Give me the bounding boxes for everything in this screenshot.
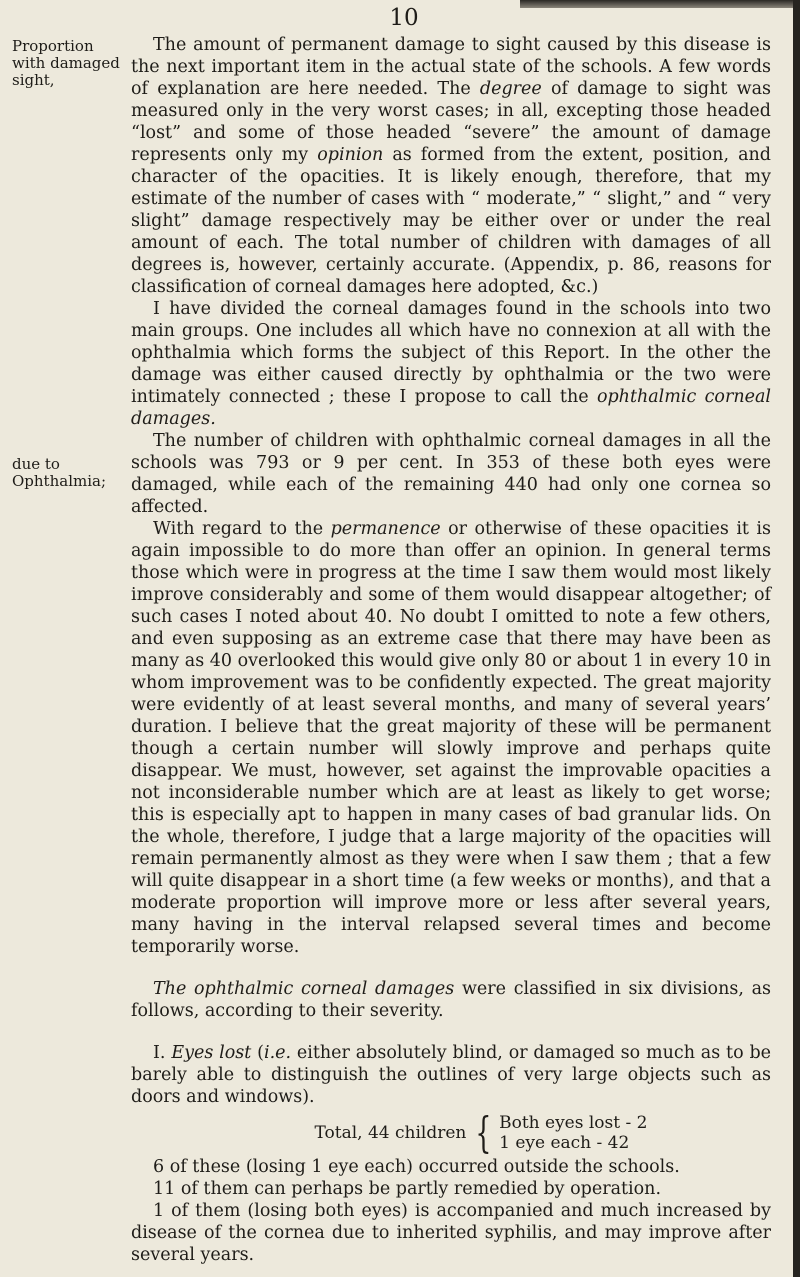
sidenote-due-to: due to Ophthalmia;	[12, 455, 107, 490]
paragraph-permanence: With regard to the permanence or otherwise of these opacities it is again impossible to do more than offer an opinion. In general terms those which were in progress at the time I saw them would most likely improve considerably and some of them would disappear altogether; of such cases I noted about 40. No doubt I omitted to note a few others, and even supposing as an extreme case that there may have been as many as 40 overlooked this would give only 80 or about 1 in every 10 in whom improvement was to be confidently expected. The great majority were evidently of at least several months, and many of several years’ duration. I believe that the great majority of these will be permanent though a certain number will slowly improve and perhaps quite disappear. We must, however, set against the improvable opacities a not inconsiderable number which are at least as likely to get worse; this is especially apt to happen in many cases of bad granular lids. On the whole, therefore, I judge that a large majority of the opacities will remain permanently almost as they were when I saw them ; that a few will quite disappear in a short time (a few weeks or months), and that a moderate proportion will improve more or less after several years, many having in the interval relapsed several times and become temporarily worse.	[131, 519, 771, 957]
term-degree: degree	[479, 79, 542, 99]
brace-icon: {	[475, 1108, 492, 1157]
text-column	[131, 34, 771, 1266]
term-classified: The ophthalmic corneal damages	[153, 979, 455, 999]
paragraph-number-of-children: The number of children with ophthalmic corneal damages in all the schools was 793 or 9 per cent. In 353 of these both eyes were damaged, while each of the remaining 440 had only one cornea so affected.	[131, 431, 771, 517]
page-edge-shadow	[793, 0, 800, 1277]
paragraph-classification: The ophthalmic corneal damages were classified in six divisions, as follows, according to their severity.	[131, 979, 771, 1021]
paragraph-eyes-lost: I. Eyes lost (i.e. either absolutely blind, or damaged so much as to be barely able to distinguish the outlines of very large objects such as doors and windows).	[131, 1043, 771, 1107]
note-outside-schools: 6 of these (losing 1 eye each) occurred outside the schools.	[153, 1157, 680, 1177]
total-line-both: Both eyes lost - 2	[499, 1113, 648, 1133]
note-syphilis: 1 of them (losing both eyes) is accompanied and much increased by disease of the cornea due to inherited syphilis, and may improve after several years.	[131, 1201, 771, 1265]
term-eyes-lost: Eyes lost	[171, 1043, 252, 1063]
term-opinion: opinion	[317, 145, 384, 165]
paragraph-groups: I have divided the corneal damages found in the schools into two main groups. One includes all which have no connexion at all with the ophthalmia which forms the subject of this Report. In the other the damage was either caused directly by ophthalmia or the two were intimately connected ; these I propose to call the ophthalmic corneal damages.	[131, 299, 771, 429]
total-line-one: 1 eye each - 42	[499, 1133, 630, 1153]
term-permanence: permanence	[330, 519, 441, 539]
top-edge-shadow	[520, 0, 800, 8]
note-operation: 11 of them can perhaps be partly remedied by operation.	[153, 1179, 662, 1199]
sidenote-proportion: Proportion with damaged sight,	[12, 37, 120, 89]
paragraph-damage-amount: The amount of permanent damage to sight caused by this disease is the next important item in the actual state of the schools. A few words of explanation are here needed. The degree of damage to sight was measured only in the very worst cases; in all, excepting those headed “lost” and some of those headed “severe” the amount of damage represents only my opinion as formed from the extent, position, and character of the opacities. It is likely enough, therefore, that my estimate of the number of cases with “ moderate,” “ slight,” and “ very slight” damage respectively may be either over or under the real amount of each. The total number of children with damages of all degrees is, however, certainly accurate. (Appendix, p. 86, reasons for classification of corneal damages here adopted, &c.)	[131, 35, 772, 297]
page-number: 10	[389, 5, 419, 31]
total-breakdown	[191, 1108, 771, 1157]
total-label: Total, 44 children	[314, 1123, 467, 1143]
term-ophthalmic-corneal-damages: ophthalmic corneal damages.	[131, 387, 771, 429]
